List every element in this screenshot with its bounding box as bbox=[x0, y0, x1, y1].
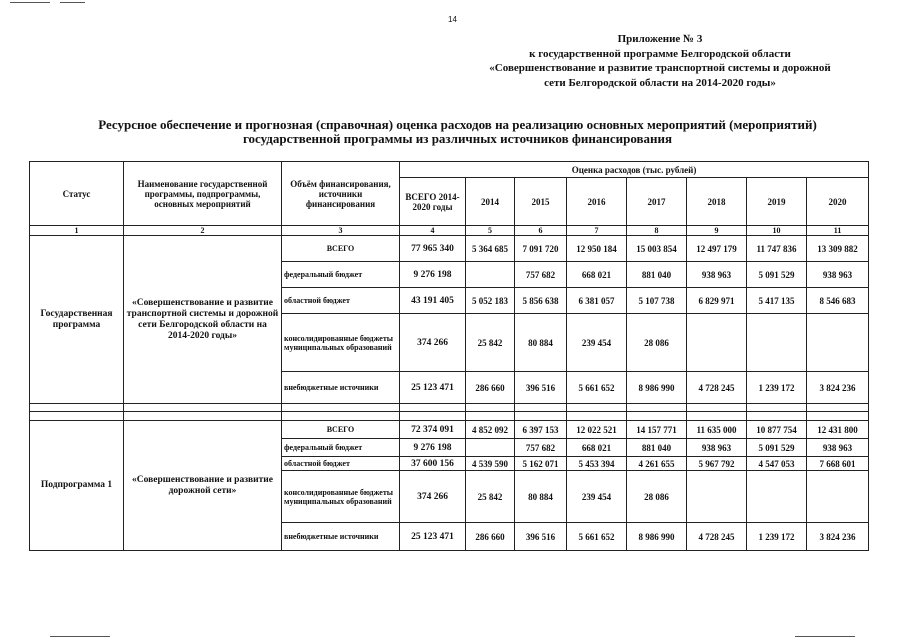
row-value: 4 547 053 bbox=[747, 457, 807, 471]
scan-edge-mark bbox=[795, 636, 855, 637]
row-value: 5 364 685 bbox=[466, 236, 515, 262]
row-value: 5 856 638 bbox=[515, 288, 567, 314]
appendix-line-3: «Совершенствование и развитие транспортной системы и дорожной bbox=[489, 62, 831, 74]
row-source: внебюджетные источники bbox=[282, 372, 400, 404]
row-value: 239 454 bbox=[567, 471, 627, 523]
row-value: 4 728 245 bbox=[687, 523, 747, 551]
table-row bbox=[30, 236, 869, 262]
row-value: 938 963 bbox=[807, 439, 869, 457]
row-value: 8 986 990 bbox=[627, 372, 687, 404]
row-value: 938 963 bbox=[687, 439, 747, 457]
scan-edge-mark bbox=[10, 2, 50, 3]
table-row bbox=[30, 421, 869, 439]
row-value: 3 824 236 bbox=[807, 523, 869, 551]
spacer-row bbox=[30, 412, 869, 421]
header-year: 2018 bbox=[687, 178, 747, 226]
row-value: 938 963 bbox=[687, 262, 747, 288]
row-value: 14 157 771 bbox=[627, 421, 687, 439]
row-value: 80 884 bbox=[515, 471, 567, 523]
header-year: 2016 bbox=[567, 178, 627, 226]
row-value bbox=[807, 314, 869, 372]
row-source: областной бюджет bbox=[282, 457, 400, 471]
row-total: 77 965 340 bbox=[400, 236, 466, 262]
row-value: 12 497 179 bbox=[687, 236, 747, 262]
header-estimate: Оценка расходов (тыс. рублей) bbox=[400, 162, 869, 178]
row-value: 5 091 529 bbox=[747, 439, 807, 457]
row-value: 8 986 990 bbox=[627, 523, 687, 551]
scan-edge-mark bbox=[50, 636, 110, 637]
row-value: 396 516 bbox=[515, 523, 567, 551]
row-value: 1 239 172 bbox=[747, 523, 807, 551]
appendix-line-1: Приложение № 3 bbox=[617, 33, 703, 45]
row-value: 668 021 bbox=[567, 439, 627, 457]
row-source: ВСЕГО bbox=[282, 236, 400, 262]
row-value: 28 086 bbox=[627, 314, 687, 372]
row-status: Подпрограмма 1 bbox=[30, 421, 124, 551]
appendix-line-4: сети Белгородской области на 2014-2020 годы» bbox=[544, 76, 776, 89]
row-total: 25 123 471 bbox=[400, 372, 466, 404]
row-total: 25 123 471 bbox=[400, 523, 466, 551]
row-source: федеральный бюджет bbox=[282, 439, 400, 457]
row-total: 9 276 198 bbox=[400, 262, 466, 288]
title-line-1: Ресурсное обеспечение и прогнозная (справочная) оценка расходов на реализацию основных мероприятий (мероприятий) bbox=[98, 117, 817, 132]
row-value: 239 454 bbox=[567, 314, 627, 372]
row-value bbox=[747, 314, 807, 372]
row-value: 5 162 071 bbox=[515, 457, 567, 471]
title-line-2: государственной программы из различных источников финансирования bbox=[242, 131, 673, 146]
row-value: 12 022 521 bbox=[567, 421, 627, 439]
row-value bbox=[807, 471, 869, 523]
row-value: 396 516 bbox=[515, 372, 567, 404]
appendix-header bbox=[450, 32, 870, 90]
column-number: 1 bbox=[30, 226, 124, 236]
row-value: 4 261 655 bbox=[627, 457, 687, 471]
row-value: 881 040 bbox=[627, 439, 687, 457]
row-value: 11 747 836 bbox=[747, 236, 807, 262]
appendix-line-2: к государственной программе Белгородской области bbox=[529, 47, 791, 60]
header-total: ВСЕГО 2014-2020 годы bbox=[400, 178, 466, 226]
row-value: 11 635 000 bbox=[687, 421, 747, 439]
row-value: 5 661 652 bbox=[567, 372, 627, 404]
header-year: 2017 bbox=[627, 178, 687, 226]
row-value: 25 842 bbox=[466, 471, 515, 523]
row-value: 5 107 738 bbox=[627, 288, 687, 314]
row-program-name: «Совершенствование и развитие дорожной сети» bbox=[124, 421, 282, 551]
row-value: 5 091 529 bbox=[747, 262, 807, 288]
header-status: Статус bbox=[30, 162, 124, 226]
scan-edge-mark bbox=[60, 2, 85, 3]
row-value: 6 397 153 bbox=[515, 421, 567, 439]
row-value bbox=[466, 262, 515, 288]
row-total: 9 276 198 bbox=[400, 439, 466, 457]
row-value bbox=[747, 471, 807, 523]
header-year: 2020 bbox=[807, 178, 869, 226]
row-value: 286 660 bbox=[466, 372, 515, 404]
row-value: 12 950 184 bbox=[567, 236, 627, 262]
row-value bbox=[687, 314, 747, 372]
financing-table bbox=[29, 161, 869, 551]
row-value: 5 052 183 bbox=[466, 288, 515, 314]
column-number: 10 bbox=[747, 226, 807, 236]
row-value bbox=[687, 471, 747, 523]
row-value: 4 852 092 bbox=[466, 421, 515, 439]
row-value: 3 824 236 bbox=[807, 372, 869, 404]
page-number: 14 bbox=[448, 15, 457, 24]
row-value: 286 660 bbox=[466, 523, 515, 551]
row-source: областной бюджет bbox=[282, 288, 400, 314]
row-value: 8 546 683 bbox=[807, 288, 869, 314]
row-value: 6 381 057 bbox=[567, 288, 627, 314]
row-value: 5 967 792 bbox=[687, 457, 747, 471]
row-value: 6 829 971 bbox=[687, 288, 747, 314]
row-source: ВСЕГО bbox=[282, 421, 400, 439]
row-program-name: «Совершенствование и развитие транспортной системы и дорожной сети Белгородской области на 2014-2020 годы» bbox=[124, 236, 282, 404]
row-value: 80 884 bbox=[515, 314, 567, 372]
column-number: 8 bbox=[627, 226, 687, 236]
column-number: 6 bbox=[515, 226, 567, 236]
row-value: 13 309 882 bbox=[807, 236, 869, 262]
row-value: 5 661 652 bbox=[567, 523, 627, 551]
header-year: 2019 bbox=[747, 178, 807, 226]
column-number: 4 bbox=[400, 226, 466, 236]
column-number: 7 bbox=[567, 226, 627, 236]
column-number-row bbox=[30, 226, 869, 236]
row-value: 4 539 590 bbox=[466, 457, 515, 471]
row-value: 5 453 394 bbox=[567, 457, 627, 471]
row-status: Государственная программа bbox=[30, 236, 124, 404]
column-number: 2 bbox=[124, 226, 282, 236]
row-value: 7 668 601 bbox=[807, 457, 869, 471]
header-name: Наименование государственной программы, подпрограммы, основных мероприятий bbox=[124, 162, 282, 226]
row-value: 28 086 bbox=[627, 471, 687, 523]
row-value: 25 842 bbox=[466, 314, 515, 372]
row-value bbox=[466, 439, 515, 457]
document-title bbox=[20, 118, 895, 146]
row-value: 15 003 854 bbox=[627, 236, 687, 262]
row-total: 374 266 bbox=[400, 314, 466, 372]
column-number: 11 bbox=[807, 226, 869, 236]
row-value: 7 091 720 bbox=[515, 236, 567, 262]
row-total: 374 266 bbox=[400, 471, 466, 523]
column-number: 9 bbox=[687, 226, 747, 236]
row-value: 10 877 754 bbox=[747, 421, 807, 439]
row-total: 72 374 091 bbox=[400, 421, 466, 439]
row-source: федеральный бюджет bbox=[282, 262, 400, 288]
row-value: 668 021 bbox=[567, 262, 627, 288]
header-year: 2015 bbox=[515, 178, 567, 226]
header-volume: Объём финансирования, источники финансирования bbox=[282, 162, 400, 226]
row-value: 757 682 bbox=[515, 262, 567, 288]
row-value: 5 417 135 bbox=[747, 288, 807, 314]
row-total: 43 191 405 bbox=[400, 288, 466, 314]
header-year: 2014 bbox=[466, 178, 515, 226]
column-number: 3 bbox=[282, 226, 400, 236]
row-source: внебюджетные источники bbox=[282, 523, 400, 551]
row-value: 4 728 245 bbox=[687, 372, 747, 404]
row-source: консолидированные бюджеты муниципальных образований bbox=[282, 314, 400, 372]
column-number: 5 bbox=[466, 226, 515, 236]
row-value: 12 431 800 bbox=[807, 421, 869, 439]
row-value: 757 682 bbox=[515, 439, 567, 457]
row-source: консолидированные бюджеты муниципальных образований bbox=[282, 471, 400, 523]
row-value: 881 040 bbox=[627, 262, 687, 288]
row-value: 938 963 bbox=[807, 262, 869, 288]
row-total: 37 600 156 bbox=[400, 457, 466, 471]
spacer-row bbox=[30, 404, 869, 412]
row-value: 1 239 172 bbox=[747, 372, 807, 404]
